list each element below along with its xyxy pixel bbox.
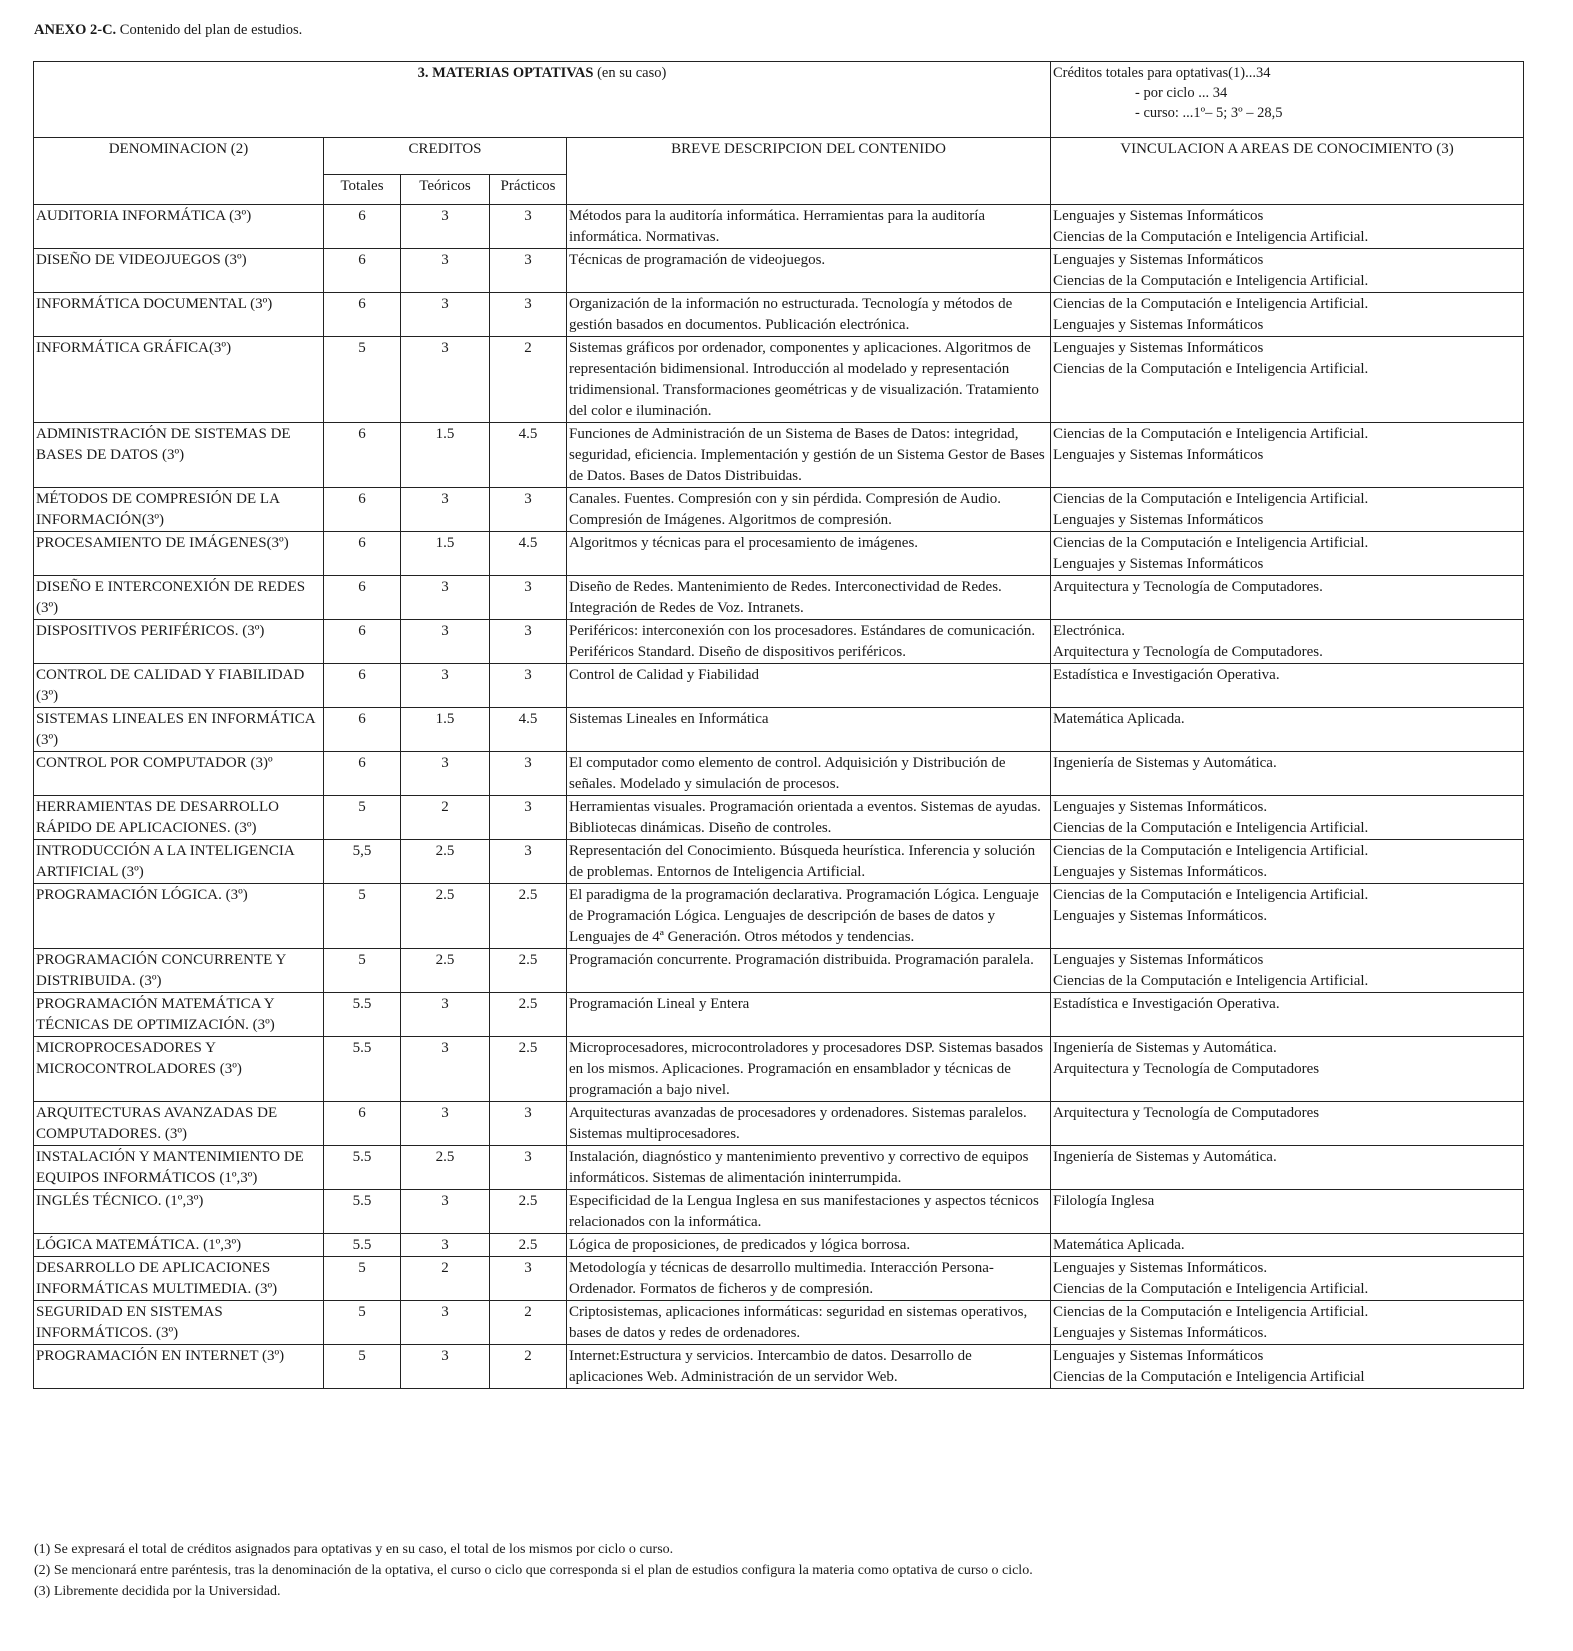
knowledge-area: Ciencias de la Computación e Inteligencia Artificial.	[1053, 887, 1369, 903]
subject-description: Periféricos: interconexión con los procesadores. Estándares de comunicación. Periféricos Standard. Diseño de dispositivos periféricos.	[567, 620, 1051, 664]
credits-total: 5.5	[324, 993, 401, 1037]
subject-name: ARQUITECTURAS AVANZADAS DE COMPUTADORES. (3º)	[34, 1102, 324, 1146]
credits-theory: 2	[401, 796, 490, 840]
footnote-1: (1) Se expresará el total de créditos asignados para optativas y en su caso, el total de los mismos por ciclo o curso.	[34, 1542, 674, 1557]
subject-description: Programación concurrente. Programación distribuida. Programación paralela.	[567, 949, 1051, 993]
credits-total: 6	[324, 1102, 401, 1146]
table-row	[34, 576, 1524, 620]
subject-name: DISEÑO DE VIDEOJUEGOS (3º)	[34, 249, 324, 293]
header-name: DENOMINACION (2)	[34, 138, 324, 205]
knowledge-areas	[1051, 1234, 1524, 1257]
credits-theory: 2.5	[401, 840, 490, 884]
credits-practice: 2.5	[490, 993, 567, 1037]
subject-name: MICROPROCESADORES Y MICROCONTROLADORES (3º)	[34, 1037, 324, 1102]
knowledge-area: Matemática Aplicada.	[1053, 711, 1185, 727]
credits-practice: 2	[490, 1345, 567, 1389]
subject-description: Programación Lineal y Entera	[567, 993, 1051, 1037]
subject-description: Criptosistemas, aplicaciones informáticas: seguridad en sistemas operativos, bases de datos y redes de ordenadores.	[567, 1301, 1051, 1345]
footnotes	[34, 1539, 1033, 1602]
credits-theory: 3	[401, 293, 490, 337]
annex-title: Contenido del plan de estudios.	[119, 22, 303, 38]
credits-total: 6	[324, 532, 401, 576]
credits-practice: 4.5	[490, 708, 567, 752]
table-row	[34, 993, 1524, 1037]
credits-total: 5,5	[324, 840, 401, 884]
table-row	[34, 293, 1524, 337]
credits-total: 6	[324, 752, 401, 796]
subject-description: Microprocesadores, microcontroladores y procesadores DSP. Sistemas basados en los mismos. Aplicaciones. Programación en ensamblador y técnicas de programación a bajo nivel.	[567, 1037, 1051, 1102]
credits-total: 6	[324, 488, 401, 532]
credits-theory: 2.5	[401, 884, 490, 949]
knowledge-areas	[1051, 1102, 1524, 1146]
credits-practice: 2.5	[490, 1190, 567, 1234]
header-totals: Totales	[324, 175, 401, 205]
subject-description: Funciones de Administración de un Sistema de Bases de Datos: integridad, seguridad, eficiencia. Implementación y gestión de un Sistema Gestor de Bases de Datos. Bases de Datos Distribuidas.	[567, 423, 1051, 488]
knowledge-area: Ciencias de la Computación e Inteligencia Artificial.	[1053, 973, 1369, 989]
knowledge-area: Ciencias de la Computación e Inteligencia Artificial.	[1053, 1281, 1369, 1297]
credits-theory: 3	[401, 1037, 490, 1102]
footnote-2: (2) Se mencionará entre paréntesis, tras la denominación de la optativa, el curso o ciclo que corresponda si el plan de estudios configura la materia como optativa de curso o ciclo.	[34, 1563, 1033, 1578]
credits-practice: 2.5	[490, 1234, 567, 1257]
knowledge-areas	[1051, 205, 1524, 249]
subject-name: PROGRAMACIÓN CONCURRENTE Y DISTRIBUIDA. (3º)	[34, 949, 324, 993]
credits-theory: 3	[401, 576, 490, 620]
table-row	[34, 337, 1524, 423]
credits-practice: 3	[490, 752, 567, 796]
table-row	[34, 488, 1524, 532]
credits-theory: 3	[401, 1301, 490, 1345]
subject-name: INTRODUCCIÓN A LA INTELIGENCIA ARTIFICIAL (3º)	[34, 840, 324, 884]
credits-total: 5.5	[324, 1234, 401, 1257]
subject-name: ADMINISTRACIÓN DE SISTEMAS DE BASES DE DATOS (3º)	[34, 423, 324, 488]
knowledge-area: Arquitectura y Tecnología de Computadores	[1053, 1061, 1320, 1077]
table-row	[34, 620, 1524, 664]
credits-theory: 2.5	[401, 1146, 490, 1190]
subject-name: CONTROL DE CALIDAD Y FIABILIDAD (3º)	[34, 664, 324, 708]
table-row	[34, 1102, 1524, 1146]
knowledge-area: Matemática Aplicada.	[1053, 1237, 1185, 1253]
subject-name: PROGRAMACIÓN EN INTERNET (3º)	[34, 1345, 324, 1389]
table-row	[34, 1037, 1524, 1102]
knowledge-area: Lenguajes y Sistemas Informáticos	[1053, 952, 1264, 968]
credits-theory: 3	[401, 664, 490, 708]
knowledge-areas	[1051, 796, 1524, 840]
knowledge-area: Arquitectura y Tecnología de Computadores.	[1053, 644, 1323, 660]
subject-name: HERRAMIENTAS DE DESARROLLO RÁPIDO DE APLICACIONES. (3º)	[34, 796, 324, 840]
subject-description: Organización de la información no estructurada. Tecnología y métodos de gestión basados en documentos. Publicación electrónica.	[567, 293, 1051, 337]
section-title-cell	[34, 62, 1051, 138]
credits-summary-course: - curso: ...1º– 5; 3º – 28,5	[1135, 105, 1283, 121]
credits-practice: 2.5	[490, 949, 567, 993]
knowledge-area: Ciencias de la Computación e Inteligencia Artificial	[1053, 1369, 1365, 1385]
subject-name: MÉTODOS DE COMPRESIÓN DE LA INFORMACIÓN(3º)	[34, 488, 324, 532]
subject-name: SEGURIDAD EN SISTEMAS INFORMÁTICOS. (3º)	[34, 1301, 324, 1345]
subject-description: Algoritmos y técnicas para el procesamiento de imágenes.	[567, 532, 1051, 576]
knowledge-areas	[1051, 1301, 1524, 1345]
credits-theory: 1.5	[401, 423, 490, 488]
table-row	[34, 1345, 1524, 1389]
knowledge-areas	[1051, 708, 1524, 752]
credits-total: 6	[324, 620, 401, 664]
knowledge-area: Ciencias de la Computación e Inteligencia Artificial.	[1053, 296, 1369, 312]
knowledge-area: Ciencias de la Computación e Inteligencia Artificial.	[1053, 843, 1369, 859]
header-theory: Teóricos	[401, 175, 490, 205]
knowledge-areas	[1051, 949, 1524, 993]
subject-description: Sistemas gráficos por ordenador, componentes y aplicaciones. Algoritmos de representación bidimensional. Introducción al modelado y representación tridimensional. Transformaciones geométricas y de visualización. Tratamiento del color e iluminación.	[567, 337, 1051, 423]
credits-summary	[1051, 62, 1524, 138]
subject-name: INFORMÁTICA GRÁFICA(3º)	[34, 337, 324, 423]
credits-total: 6	[324, 708, 401, 752]
table-row	[34, 532, 1524, 576]
table-row	[34, 840, 1524, 884]
knowledge-areas	[1051, 752, 1524, 796]
credits-total: 5	[324, 337, 401, 423]
credits-total: 6	[324, 664, 401, 708]
credits-theory: 3	[401, 249, 490, 293]
knowledge-areas	[1051, 423, 1524, 488]
credits-total: 5.5	[324, 1146, 401, 1190]
table-row	[34, 1190, 1524, 1234]
credits-practice: 3	[490, 1146, 567, 1190]
knowledge-area: Lenguajes y Sistemas Informáticos.	[1053, 864, 1268, 880]
credits-total: 5	[324, 1301, 401, 1345]
subject-name: DESARROLLO DE APLICACIONES INFORMÁTICAS MULTIMEDIA. (3º)	[34, 1257, 324, 1301]
credits-total: 6	[324, 249, 401, 293]
credits-theory: 3	[401, 1234, 490, 1257]
knowledge-areas	[1051, 1037, 1524, 1102]
table-row	[34, 752, 1524, 796]
subject-name: INGLÉS TÉCNICO. (1º,3º)	[34, 1190, 324, 1234]
credits-theory: 1.5	[401, 532, 490, 576]
credits-practice: 2.5	[490, 884, 567, 949]
subject-description: Especificidad de la Lengua Inglesa en sus manifestaciones y aspectos técnicos relacionados con la informática.	[567, 1190, 1051, 1234]
credits-total: 5	[324, 1345, 401, 1389]
subject-description: El paradigma de la programación declarativa. Programación Lógica. Lenguaje de Programación Lógica. Lenguajes de descripción de bases de datos y Lenguajes de 4ª Generación. Otros métodos y tendencias.	[567, 884, 1051, 949]
knowledge-area: Ciencias de la Computación e Inteligencia Artificial.	[1053, 820, 1369, 836]
subject-name: DISPOSITIVOS PERIFÉRICOS. (3º)	[34, 620, 324, 664]
knowledge-areas	[1051, 576, 1524, 620]
header-practice: Prácticos	[490, 175, 567, 205]
knowledge-areas	[1051, 488, 1524, 532]
credits-theory: 3	[401, 1190, 490, 1234]
knowledge-area: Estadística e Investigación Operativa.	[1053, 667, 1280, 683]
table-row	[34, 1146, 1524, 1190]
knowledge-area: Lenguajes y Sistemas Informáticos.	[1053, 1260, 1268, 1276]
credits-total: 6	[324, 423, 401, 488]
table-row	[34, 423, 1524, 488]
section-title: 3. MATERIAS OPTATIVAS	[417, 65, 594, 81]
credits-total: 5.5	[324, 1037, 401, 1102]
knowledge-area: Lenguajes y Sistemas Informáticos	[1053, 208, 1264, 224]
subject-description: Arquitecturas avanzadas de procesadores y ordenadores. Sistemas paralelos. Sistemas multiprocesadores.	[567, 1102, 1051, 1146]
credits-theory: 2	[401, 1257, 490, 1301]
header-description: BREVE DESCRIPCION DEL CONTENIDO	[567, 138, 1051, 205]
credits-practice: 4.5	[490, 423, 567, 488]
credits-practice: 3	[490, 293, 567, 337]
knowledge-areas	[1051, 532, 1524, 576]
credits-total: 5	[324, 1257, 401, 1301]
subject-name: INFORMÁTICA DOCUMENTAL (3º)	[34, 293, 324, 337]
subject-name: DISEÑO E INTERCONEXIÓN DE REDES (3º)	[34, 576, 324, 620]
subject-description: Métodos para la auditoría informática. Herramientas para la auditoría informática. Normativas.	[567, 205, 1051, 249]
header-areas: VINCULACION A AREAS DE CONOCIMIENTO (3)	[1051, 138, 1524, 205]
subject-name: SISTEMAS LINEALES EN INFORMÁTICA (3º)	[34, 708, 324, 752]
credits-practice: 3	[490, 205, 567, 249]
credits-practice: 3	[490, 620, 567, 664]
knowledge-areas	[1051, 664, 1524, 708]
table-row	[34, 249, 1524, 293]
knowledge-areas	[1051, 337, 1524, 423]
knowledge-area: Filología Inglesa	[1053, 1193, 1155, 1209]
optional-subjects-table	[33, 61, 1524, 1389]
knowledge-areas	[1051, 1146, 1524, 1190]
knowledge-area: Lenguajes y Sistemas Informáticos	[1053, 1348, 1264, 1364]
knowledge-area: Ciencias de la Computación e Inteligencia Artificial.	[1053, 535, 1369, 551]
credits-theory: 3	[401, 1102, 490, 1146]
table-row	[34, 664, 1524, 708]
subject-description: Internet:Estructura y servicios. Intercambio de datos. Desarrollo de aplicaciones Web. Administración de un servidor Web.	[567, 1345, 1051, 1389]
subject-name: PROGRAMACIÓN LÓGICA. (3º)	[34, 884, 324, 949]
knowledge-areas	[1051, 249, 1524, 293]
credits-summary-total: Créditos totales para optativas(1)...34	[1053, 65, 1271, 81]
table-row	[34, 949, 1524, 993]
knowledge-area: Ciencias de la Computación e Inteligencia Artificial.	[1053, 426, 1369, 442]
knowledge-area: Lenguajes y Sistemas Informáticos.	[1053, 799, 1268, 815]
knowledge-area: Ingeniería de Sistemas y Automática.	[1053, 755, 1277, 771]
knowledge-areas	[1051, 293, 1524, 337]
credits-theory: 3	[401, 488, 490, 532]
knowledge-area: Ciencias de la Computación e Inteligencia Artificial.	[1053, 1304, 1369, 1320]
knowledge-area: Lenguajes y Sistemas Informáticos.	[1053, 1325, 1268, 1341]
credits-total: 5	[324, 884, 401, 949]
knowledge-area: Lenguajes y Sistemas Informáticos	[1053, 252, 1264, 268]
knowledge-area: Lenguajes y Sistemas Informáticos	[1053, 447, 1264, 463]
subject-description: Diseño de Redes. Mantenimiento de Redes. Interconectividad de Redes. Integración de Redes de Voz. Intranets.	[567, 576, 1051, 620]
knowledge-area: Arquitectura y Tecnología de Computadores	[1053, 1105, 1320, 1121]
page-header	[34, 22, 302, 39]
table-row	[34, 796, 1524, 840]
subject-name: PROGRAMACIÓN MATEMÁTICA Y TÉCNICAS DE OPTIMIZACIÓN. (3º)	[34, 993, 324, 1037]
knowledge-areas	[1051, 993, 1524, 1037]
credits-theory: 3	[401, 337, 490, 423]
credits-practice: 3	[490, 796, 567, 840]
subject-name: INSTALACIÓN Y MANTENIMIENTO DE EQUIPOS INFORMÁTICOS (1º,3º)	[34, 1146, 324, 1190]
credits-total: 6	[324, 205, 401, 249]
table-row	[34, 1234, 1524, 1257]
table-body	[34, 205, 1524, 1389]
subject-name: AUDITORIA INFORMÁTICA (3º)	[34, 205, 324, 249]
subject-description: Lógica de proposiciones, de predicados y lógica borrosa.	[567, 1234, 1051, 1257]
credits-summary-cycle: - por ciclo ... 34	[1135, 85, 1228, 101]
knowledge-area: Arquitectura y Tecnología de Computadores.	[1053, 579, 1323, 595]
knowledge-area: Ingeniería de Sistemas y Automática.	[1053, 1040, 1277, 1056]
section-suffix: (en su caso)	[597, 65, 667, 81]
credits-practice: 3	[490, 840, 567, 884]
knowledge-area: Ciencias de la Computación e Inteligencia Artificial.	[1053, 491, 1369, 507]
knowledge-areas	[1051, 1345, 1524, 1389]
knowledge-area: Ciencias de la Computación e Inteligencia Artificial.	[1053, 273, 1369, 289]
table-row	[34, 205, 1524, 249]
credits-practice: 3	[490, 1102, 567, 1146]
credits-practice: 2	[490, 1301, 567, 1345]
credits-theory: 2.5	[401, 949, 490, 993]
knowledge-area: Lenguajes y Sistemas Informáticos	[1053, 340, 1264, 356]
subject-description: Control de Calidad y Fiabilidad	[567, 664, 1051, 708]
knowledge-area: Ciencias de la Computación e Inteligencia Artificial.	[1053, 361, 1369, 377]
subject-description: Técnicas de programación de videojuegos.	[567, 249, 1051, 293]
subject-description: Instalación, diagnóstico y mantenimiento preventivo y correctivo de equipos informáticos. Sistemas de alimentación ininterrumpida.	[567, 1146, 1051, 1190]
credits-theory: 3	[401, 993, 490, 1037]
knowledge-area: Ciencias de la Computación e Inteligencia Artificial.	[1053, 229, 1369, 245]
knowledge-area: Ingeniería de Sistemas y Automática.	[1053, 1149, 1277, 1165]
knowledge-areas	[1051, 840, 1524, 884]
credits-practice: 3	[490, 1257, 567, 1301]
subject-name: CONTROL POR COMPUTADOR (3)º	[34, 752, 324, 796]
table-row	[34, 708, 1524, 752]
knowledge-area: Estadística e Investigación Operativa.	[1053, 996, 1280, 1012]
credits-practice: 3	[490, 576, 567, 620]
knowledge-area: Lenguajes y Sistemas Informáticos	[1053, 317, 1264, 333]
credits-total: 5	[324, 949, 401, 993]
subject-description: Herramientas visuales. Programación orientada a eventos. Sistemas de ayudas. Bibliotecas dinámicas. Diseño de controles.	[567, 796, 1051, 840]
credits-practice: 2	[490, 337, 567, 423]
knowledge-area: Lenguajes y Sistemas Informáticos	[1053, 512, 1264, 528]
table-row	[34, 1257, 1524, 1301]
subject-name: PROCESAMIENTO DE IMÁGENES(3º)	[34, 532, 324, 576]
subject-name: LÓGICA MATEMÁTICA. (1º,3º)	[34, 1234, 324, 1257]
header-credits: CREDITOS	[324, 138, 567, 175]
subject-description: Metodología y técnicas de desarrollo multimedia. Interacción Persona-Ordenador. Formatos de ficheros y de compresión.	[567, 1257, 1051, 1301]
credits-theory: 1.5	[401, 708, 490, 752]
footnote-3: (3) Libremente decidida por la Universidad.	[34, 1584, 281, 1599]
subject-description: Sistemas Lineales en Informática	[567, 708, 1051, 752]
subject-description: Representación del Conocimiento. Búsqueda heurística. Inferencia y solución de problemas. Entornos de Inteligencia Artificial.	[567, 840, 1051, 884]
credits-total: 5.5	[324, 1190, 401, 1234]
credits-theory: 3	[401, 205, 490, 249]
credits-total: 6	[324, 576, 401, 620]
knowledge-area: Electrónica.	[1053, 623, 1126, 639]
subject-description: Canales. Fuentes. Compresión con y sin pérdida. Compresión de Audio. Compresión de Imágenes. Algoritmos de compresión.	[567, 488, 1051, 532]
credits-theory: 3	[401, 620, 490, 664]
credits-total: 6	[324, 293, 401, 337]
knowledge-areas	[1051, 1190, 1524, 1234]
subject-description: El computador como elemento de control. Adquisición y Distribución de señales. Modelado y simulación de procesos.	[567, 752, 1051, 796]
knowledge-areas	[1051, 1257, 1524, 1301]
credits-total: 5	[324, 796, 401, 840]
knowledge-area: Lenguajes y Sistemas Informáticos.	[1053, 908, 1268, 924]
knowledge-area: Lenguajes y Sistemas Informáticos	[1053, 556, 1264, 572]
credits-practice: 3	[490, 249, 567, 293]
credits-practice: 2.5	[490, 1037, 567, 1102]
credits-theory: 3	[401, 752, 490, 796]
table-row	[34, 884, 1524, 949]
knowledge-areas	[1051, 620, 1524, 664]
knowledge-areas	[1051, 884, 1524, 949]
credits-practice: 3	[490, 488, 567, 532]
credits-practice: 3	[490, 664, 567, 708]
table-row	[34, 1301, 1524, 1345]
annex-label: ANEXO 2-C.	[34, 22, 117, 38]
credits-theory: 3	[401, 1345, 490, 1389]
credits-practice: 4.5	[490, 532, 567, 576]
